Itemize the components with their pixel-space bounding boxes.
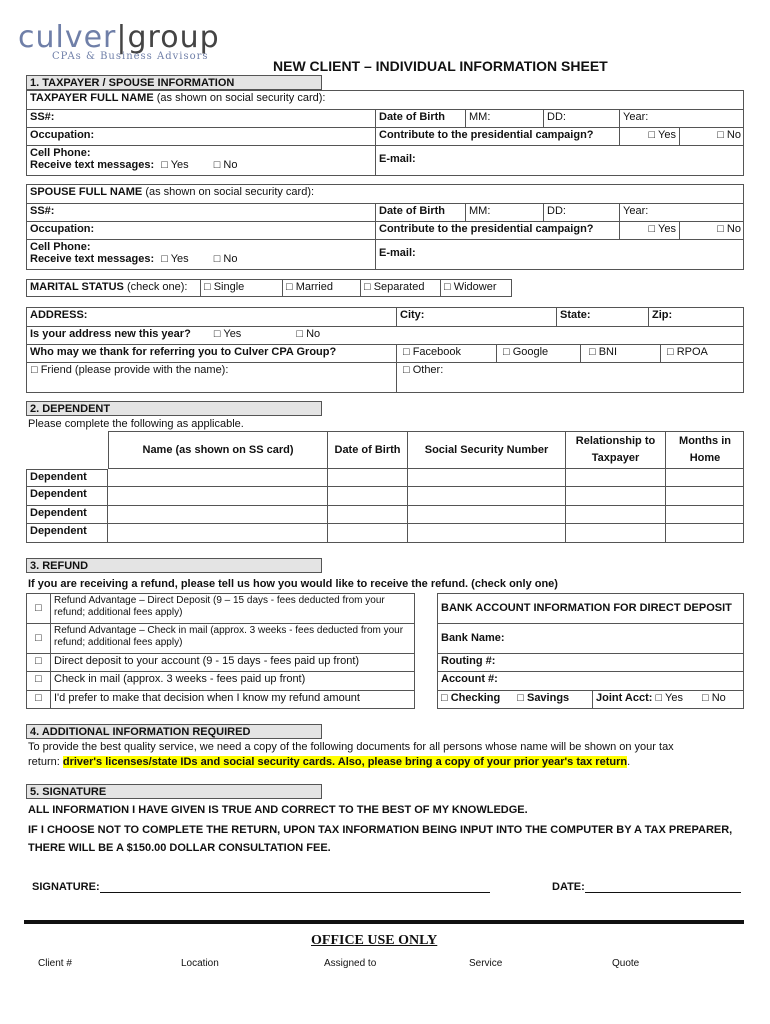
bank-name-field[interactable]: Bank Name:: [438, 624, 744, 654]
marital-status-label: MARITAL STATUS (check one):: [27, 280, 201, 297]
logo-tagline: CPAs & Business Advisors: [52, 51, 209, 62]
dependent-1-dob[interactable]: [328, 469, 408, 487]
dependent-table: [26, 431, 744, 543]
dependent-row-label: Dependent: [26, 487, 108, 506]
office-client-label: Client #: [38, 958, 72, 969]
spouse-email-field[interactable]: E-mail:: [379, 247, 416, 259]
spouse-cell-field[interactable]: [27, 240, 376, 270]
spouse-dob-dd[interactable]: DD:: [544, 204, 620, 222]
spouse-campaign-label: Contribute to the presidential campaign?: [376, 222, 620, 240]
referral-friend[interactable]: □ Friend (please provide with the name):: [27, 363, 397, 393]
spouse-ss-field[interactable]: SS#:: [27, 204, 376, 222]
section-4-header: 4. ADDITIONAL INFORMATION REQUIRED: [26, 724, 322, 739]
taxpayer-name-label: TAXPAYER FULL NAME: [30, 92, 154, 104]
dependent-2-months[interactable]: [666, 487, 744, 506]
attestation-line-3: THERE WILL BE A $150.00 DOLLAR CONSULTATION FEE.: [28, 842, 331, 854]
taxpayer-name-field[interactable]: [27, 91, 744, 110]
address-field[interactable]: ADDRESS:: [27, 308, 397, 327]
account-field[interactable]: Account #:: [438, 672, 744, 691]
attestation-line-1: ALL INFORMATION I HAVE GIVEN IS TRUE AND CORRECT TO THE BEST OF MY KNOWLEDGE.: [28, 804, 528, 816]
dependent-1-name[interactable]: [108, 469, 328, 487]
taxpayer-name-note: (as shown on social security card):: [153, 92, 326, 104]
dependent-1-months[interactable]: [666, 469, 744, 487]
taxpayer-email-field[interactable]: E-mail:: [379, 153, 416, 165]
spouse-dob-year[interactable]: Year:: [620, 204, 744, 222]
dependent-col-name: Name (as shown on SS card): [108, 431, 328, 469]
joint-account-label: Joint Acct:: [596, 692, 653, 704]
taxpayer-dob-year[interactable]: Year:: [620, 110, 744, 128]
dependent-row-label: Dependent: [26, 506, 108, 524]
taxpayer-info-box: [26, 90, 744, 176]
taxpayer-campaign-yes[interactable]: □ Yes: [620, 128, 680, 146]
taxpayer-campaign-no[interactable]: □ No: [680, 128, 744, 146]
dependent-4-months[interactable]: [666, 524, 744, 543]
marital-married-option[interactable]: □ Married: [283, 280, 361, 297]
refund-option-1-checkbox[interactable]: □: [27, 594, 51, 624]
logo-separator: |: [116, 20, 128, 55]
signature-line[interactable]: [100, 892, 490, 893]
referral-label: Who may we thank for referring you to Culver CPA Group?: [27, 345, 397, 363]
dependent-3-ssn[interactable]: [408, 506, 566, 524]
taxpayer-ss-field[interactable]: SS#:: [27, 110, 376, 128]
dependent-col-dob: Date of Birth: [328, 431, 408, 469]
refund-option-2-label: Refund Advantage – Check in mail (approx. 3 weeks - fees deducted from your refund; additional fees apply): [51, 624, 415, 654]
dependent-4-dob[interactable]: [328, 524, 408, 543]
taxpayer-receive-label: Receive text messages:: [30, 159, 155, 171]
city-field[interactable]: City:: [397, 308, 557, 327]
section-3-header: 3. REFUND: [26, 558, 322, 573]
spouse-campaign-no[interactable]: □ No: [680, 222, 744, 240]
page-title: NEW CLIENT – INDIVIDUAL INFORMATION SHEET: [273, 58, 608, 74]
section-1-header: 1. TAXPAYER / SPOUSE INFORMATION: [26, 75, 322, 90]
additional-info-line-2: return: driver's licenses/state IDs and social security cards. Also, please bring a copy of your prior year's tax return.: [28, 756, 631, 768]
refund-option-1-label: Refund Advantage – Direct Deposit (9 – 15 days - fees deducted from your refund; additional fees apply): [51, 594, 415, 624]
spouse-info-box: [26, 184, 744, 270]
marital-single-option[interactable]: □ Single: [201, 280, 283, 297]
marital-widower-option[interactable]: □ Widower: [444, 281, 497, 293]
marital-status-row: [26, 279, 512, 297]
section-2-header: 2. DEPENDENT: [26, 401, 322, 416]
required-documents-highlight: driver's licenses/state IDs and social security cards. Also, please bring a copy of your prior year's tax return: [62, 756, 628, 768]
attestation-line-2: IF I CHOOSE NOT TO COMPLETE THE RETURN, UPON TAX INFORMATION BEING INPUT INTO THE COMPUTER BY A TAX PREPARER,: [28, 824, 733, 836]
taxpayer-occupation-field[interactable]: Occupation:: [27, 128, 376, 146]
refund-option-4-label: Check in mail (approx. 3 weeks - fees paid up front): [51, 672, 415, 691]
referral-google[interactable]: □ Google: [497, 345, 581, 363]
taxpayer-campaign-label: Contribute to the presidential campaign?: [376, 128, 620, 146]
bank-info-header: BANK ACCOUNT INFORMATION FOR DIRECT DEPOSIT: [438, 594, 744, 624]
savings-option[interactable]: □ Savings: [517, 692, 570, 704]
spouse-campaign-yes[interactable]: □ Yes: [620, 222, 680, 240]
bank-info-box: [437, 593, 744, 709]
office-quote-label: Quote: [612, 958, 640, 969]
joint-account-row: [593, 691, 744, 709]
spouse-cell-label: Cell Phone:: [30, 241, 91, 253]
additional-info-text: [28, 741, 744, 768]
spouse-text-no[interactable]: □ No: [213, 253, 238, 265]
office-location-label: Location: [181, 958, 219, 969]
company-logo: [18, 20, 220, 62]
dependent-2-dob[interactable]: [328, 487, 408, 506]
refund-option-5-checkbox[interactable]: □: [27, 691, 51, 709]
refund-option-2-checkbox[interactable]: □: [27, 624, 51, 654]
dependent-3-relationship[interactable]: [566, 506, 666, 524]
spouse-name-label: SPOUSE FULL NAME: [30, 186, 143, 198]
date-label: DATE:: [552, 881, 585, 893]
refund-options-box: [26, 593, 415, 709]
dependent-3-months[interactable]: [666, 506, 744, 524]
dependent-col-months: Months in Home: [666, 431, 744, 469]
taxpayer-text-no[interactable]: □ No: [213, 159, 238, 171]
section-5-header: 5. SIGNATURE: [26, 784, 322, 799]
dependent-4-name[interactable]: [108, 524, 328, 543]
taxpayer-dob-dd[interactable]: DD:: [544, 110, 620, 128]
dependent-3-name[interactable]: [108, 506, 328, 524]
refund-option-5-label: I'd prefer to make that decision when I know my refund amount: [54, 692, 360, 704]
office-use-title: OFFICE USE ONLY: [311, 933, 438, 948]
new-address-row: [27, 327, 744, 345]
spouse-text-yes[interactable]: □ Yes: [161, 253, 189, 265]
refund-option-4-checkbox[interactable]: □: [27, 672, 51, 691]
taxpayer-text-yes[interactable]: □ Yes: [161, 159, 189, 171]
refund-option-3-label: Direct deposit to your account (9 - 15 days - fees paid up front): [51, 654, 415, 672]
spouse-dob-mm[interactable]: MM:: [466, 204, 544, 222]
dependent-3-dob[interactable]: [328, 506, 408, 524]
signature-label: SIGNATURE:: [32, 881, 100, 893]
date-line[interactable]: [585, 892, 741, 893]
referral-bni[interactable]: □ BNI: [581, 345, 661, 363]
taxpayer-dob-mm[interactable]: MM:: [466, 110, 544, 128]
dependent-2-ssn[interactable]: [408, 487, 566, 506]
office-assigned-label: Assigned to: [324, 958, 377, 969]
dependent-2-name[interactable]: [108, 487, 328, 506]
refund-option-3-checkbox[interactable]: □: [27, 654, 51, 672]
new-address-no[interactable]: □ No: [296, 328, 321, 340]
divider: [24, 920, 744, 924]
checking-option[interactable]: □ Checking: [441, 692, 501, 704]
dependent-1-relationship[interactable]: [566, 469, 666, 487]
taxpayer-cell-label: Cell Phone:: [30, 147, 91, 159]
dependent-note: Please complete the following as applicable.: [28, 418, 244, 430]
spouse-name-field[interactable]: [27, 185, 744, 204]
referral-other[interactable]: □ Other:: [403, 364, 444, 376]
account-type-row: [438, 691, 593, 709]
address-box: [26, 307, 744, 393]
dependent-row-label: Dependent: [26, 469, 108, 487]
logo-group: group: [127, 20, 220, 55]
dependent-2-relationship[interactable]: [566, 487, 666, 506]
referral-rpoa[interactable]: □ RPOA: [661, 345, 744, 363]
additional-info-line-1: To provide the best quality service, we need a copy of the following documents for all persons whose name will be shown on your tax: [28, 741, 674, 753]
zip-field[interactable]: Zip:: [649, 308, 744, 327]
refund-question: If you are receiving a refund, please tell us how you would like to receive the refund. (check only one): [28, 578, 558, 590]
joint-account-no[interactable]: □ No: [702, 692, 726, 704]
spouse-receive-label: Receive text messages:: [30, 253, 155, 265]
taxpayer-cell-field[interactable]: [27, 146, 376, 176]
spouse-dob-label: Date of Birth: [376, 204, 466, 222]
taxpayer-dob-label: Date of Birth: [376, 110, 466, 128]
dependent-4-ssn[interactable]: [408, 524, 566, 543]
marital-separated-option[interactable]: □ Separated: [361, 280, 441, 297]
new-address-label: Is your address new this year?: [30, 328, 191, 340]
routing-field[interactable]: Routing #:: [438, 654, 744, 672]
dependent-1-ssn[interactable]: [408, 469, 566, 487]
dependent-row-label: Dependent: [26, 524, 108, 543]
spouse-occupation-field[interactable]: Occupation:: [27, 222, 376, 240]
dependent-col-ssn: Social Security Number: [408, 431, 566, 469]
logo-culver: culver: [18, 20, 117, 55]
new-address-yes[interactable]: □ Yes: [213, 328, 242, 340]
joint-account-yes[interactable]: □ Yes: [655, 692, 683, 704]
dependent-4-relationship[interactable]: [566, 524, 666, 543]
dependent-col-relationship: Relationship to Taxpayer: [566, 431, 666, 469]
referral-facebook[interactable]: □ Facebook: [397, 345, 497, 363]
state-field[interactable]: State:: [557, 308, 649, 327]
office-service-label: Service: [469, 958, 503, 969]
spouse-name-note: (as shown on social security card):: [142, 186, 315, 198]
